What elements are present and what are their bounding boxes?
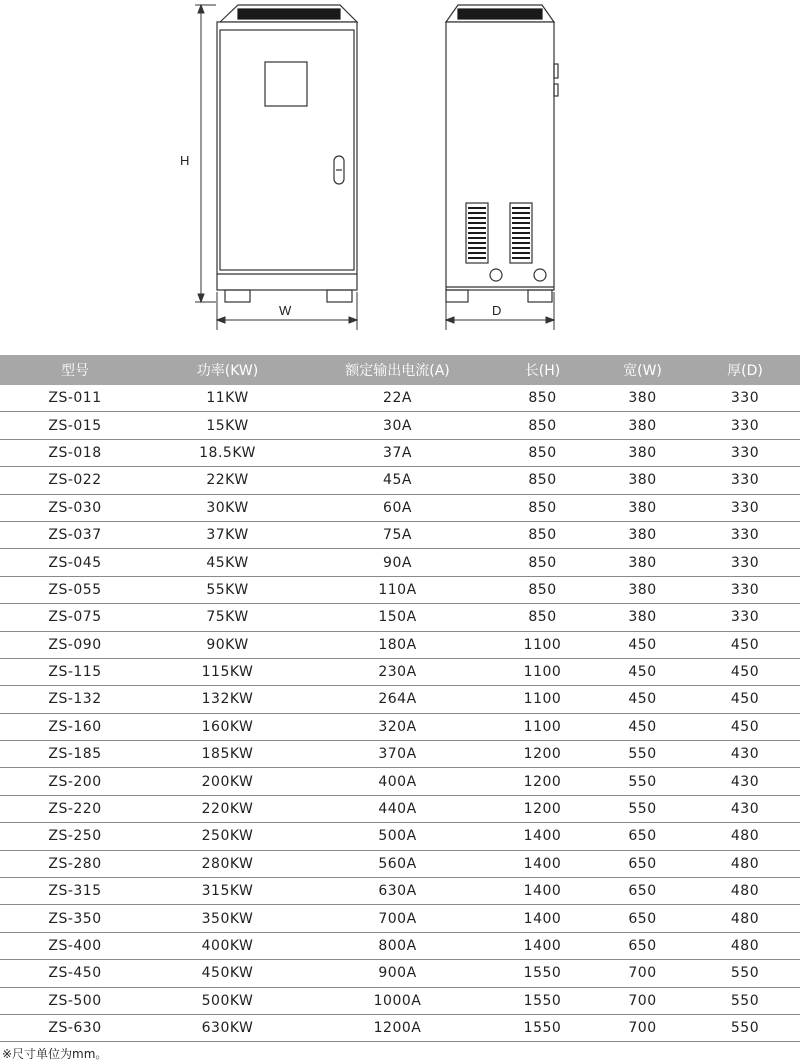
width-header: 宽(W) [595,355,690,385]
width-cell: 650 [595,850,690,877]
width-cell: 700 [595,1014,690,1041]
depth-cell: 330 [690,385,800,412]
height-cell: 850 [490,385,595,412]
current-cell: 75A [305,521,490,548]
height-cell: 1400 [490,905,595,932]
table-row [0,494,800,521]
model-cell: ZS-280 [0,850,150,877]
height-cell: 1400 [490,932,595,959]
current-cell: 900A [305,960,490,987]
width-cell: 450 [595,658,690,685]
current-cell: 700A [305,905,490,932]
depth-header: 厚(D) [690,355,800,385]
height-header: 长(H) [490,355,595,385]
model-cell: ZS-018 [0,439,150,466]
power-cell: 30KW [150,494,305,521]
depth-cell: 480 [690,905,800,932]
model-cell: ZS-185 [0,741,150,768]
power-cell: 500KW [150,987,305,1014]
current-cell: 500A [305,823,490,850]
model-cell: ZS-037 [0,521,150,548]
spec-table [0,355,800,1042]
power-cell: 630KW [150,1014,305,1041]
current-cell: 800A [305,932,490,959]
power-cell: 220KW [150,795,305,822]
model-cell: ZS-132 [0,686,150,713]
width-cell: 450 [595,713,690,740]
height-cell: 1400 [490,850,595,877]
current-cell: 400A [305,768,490,795]
model-cell: ZS-160 [0,713,150,740]
depth-cell: 330 [690,604,800,631]
power-cell: 75KW [150,604,305,631]
current-cell: 1000A [305,987,490,1014]
width-cell: 380 [595,439,690,466]
width-cell: 380 [595,494,690,521]
depth-cell: 480 [690,823,800,850]
table-row [0,385,800,412]
current-cell: 37A [305,439,490,466]
height-cell: 1400 [490,823,595,850]
power-cell: 90KW [150,631,305,658]
depth-cell: 330 [690,494,800,521]
table-row [0,631,800,658]
width-cell: 550 [595,741,690,768]
power-cell: 45KW [150,549,305,576]
depth-cell: 430 [690,741,800,768]
depth-cell: 330 [690,439,800,466]
depth-cell: 330 [690,467,800,494]
depth-cell: 450 [690,658,800,685]
width-cell: 700 [595,960,690,987]
unit-footnote: ※尺寸单位为mm。 [2,1047,108,1061]
depth-cell: 480 [690,932,800,959]
power-cell: 37KW [150,521,305,548]
model-cell: ZS-090 [0,631,150,658]
depth-cell: 430 [690,795,800,822]
width-cell: 450 [595,686,690,713]
current-cell: 22A [305,385,490,412]
table-row [0,741,800,768]
table-row [0,905,800,932]
power-cell: 350KW [150,905,305,932]
depth-cell: 480 [690,850,800,877]
power-cell: 22KW [150,467,305,494]
height-cell: 1200 [490,795,595,822]
height-cell: 850 [490,467,595,494]
table-row [0,960,800,987]
depth-cell: 450 [690,713,800,740]
width-cell: 450 [595,631,690,658]
model-cell: ZS-015 [0,412,150,439]
width-cell: 650 [595,823,690,850]
table-row [0,987,800,1014]
table-row [0,878,800,905]
current-cell: 230A [305,658,490,685]
model-cell: ZS-022 [0,467,150,494]
width-cell: 380 [595,521,690,548]
table-row [0,604,800,631]
model-cell: ZS-315 [0,878,150,905]
front-view [217,5,357,302]
table-row [0,521,800,548]
current-cell: 320A [305,713,490,740]
table-row [0,686,800,713]
table-row [0,823,800,850]
width-cell: 550 [595,768,690,795]
current-cell: 30A [305,412,490,439]
table-body [0,385,800,1042]
current-cell: 1200A [305,1014,490,1041]
width-label: W [279,303,292,318]
width-cell: 380 [595,385,690,412]
height-cell: 850 [490,494,595,521]
table-row [0,1014,800,1041]
width-cell: 550 [595,795,690,822]
height-cell: 1200 [490,768,595,795]
cabinet-dimension-diagram [0,0,800,345]
table-row [0,713,800,740]
current-cell: 110A [305,576,490,603]
depth-cell: 550 [690,1014,800,1041]
table-row [0,549,800,576]
current-cell: 440A [305,795,490,822]
width-cell: 650 [595,932,690,959]
current-cell: 60A [305,494,490,521]
height-cell: 850 [490,604,595,631]
model-cell: ZS-400 [0,932,150,959]
model-cell: ZS-030 [0,494,150,521]
power-cell: 280KW [150,850,305,877]
current-cell: 45A [305,467,490,494]
current-cell: 90A [305,549,490,576]
power-cell: 315KW [150,878,305,905]
current-cell: 630A [305,878,490,905]
power-cell: 132KW [150,686,305,713]
table-row [0,467,800,494]
depth-cell: 450 [690,686,800,713]
model-cell: ZS-250 [0,823,150,850]
power-cell: 55KW [150,576,305,603]
table-row [0,439,800,466]
depth-cell: 430 [690,768,800,795]
power-cell: 200KW [150,768,305,795]
height-cell: 1200 [490,741,595,768]
height-cell: 1550 [490,1014,595,1041]
model-cell: ZS-055 [0,576,150,603]
height-cell: 1100 [490,713,595,740]
side-view [446,5,558,302]
current-cell: 180A [305,631,490,658]
height-cell: 1550 [490,960,595,987]
power-header: 功率(KW) [150,355,305,385]
depth-cell: 550 [690,987,800,1014]
depth-cell: 550 [690,960,800,987]
power-cell: 15KW [150,412,305,439]
power-cell: 115KW [150,658,305,685]
table-header-row [0,355,800,385]
table-row [0,658,800,685]
model-cell: ZS-220 [0,795,150,822]
current-cell: 150A [305,604,490,631]
width-cell: 380 [595,576,690,603]
height-cell: 1400 [490,878,595,905]
height-cell: 1550 [490,987,595,1014]
width-cell: 650 [595,878,690,905]
model-cell: ZS-045 [0,549,150,576]
power-cell: 185KW [150,741,305,768]
power-cell: 450KW [150,960,305,987]
model-cell: ZS-200 [0,768,150,795]
depth-cell: 330 [690,412,800,439]
width-cell: 380 [595,412,690,439]
width-cell: 380 [595,467,690,494]
table-row [0,850,800,877]
height-cell: 850 [490,549,595,576]
model-cell: ZS-350 [0,905,150,932]
height-dimension [195,5,216,302]
table-row [0,768,800,795]
depth-cell: 330 [690,521,800,548]
model-cell: ZS-011 [0,385,150,412]
table-row [0,576,800,603]
height-cell: 850 [490,521,595,548]
model-cell: ZS-630 [0,1014,150,1041]
depth-cell: 330 [690,549,800,576]
model-cell: ZS-075 [0,604,150,631]
width-cell: 380 [595,549,690,576]
height-cell: 1100 [490,631,595,658]
current-cell: 560A [305,850,490,877]
power-cell: 400KW [150,932,305,959]
table-row [0,412,800,439]
table-row [0,795,800,822]
table-row [0,932,800,959]
model-cell: ZS-450 [0,960,150,987]
model-cell: ZS-500 [0,987,150,1014]
model-cell: ZS-115 [0,658,150,685]
height-cell: 850 [490,412,595,439]
depth-cell: 330 [690,576,800,603]
height-cell: 850 [490,576,595,603]
power-cell: 11KW [150,385,305,412]
width-cell: 650 [595,905,690,932]
depth-cell: 480 [690,878,800,905]
current-cell: 370A [305,741,490,768]
current-cell: 264A [305,686,490,713]
power-cell: 18.5KW [150,439,305,466]
width-cell: 700 [595,987,690,1014]
width-cell: 380 [595,604,690,631]
model-header: 型号 [0,355,150,385]
height-cell: 1100 [490,658,595,685]
power-cell: 160KW [150,713,305,740]
depth-cell: 450 [690,631,800,658]
depth-label: D [492,303,502,318]
height-cell: 1100 [490,686,595,713]
power-cell: 250KW [150,823,305,850]
height-label: H [180,153,190,168]
current-header: 额定输出电流(A) [305,355,490,385]
height-cell: 850 [490,439,595,466]
